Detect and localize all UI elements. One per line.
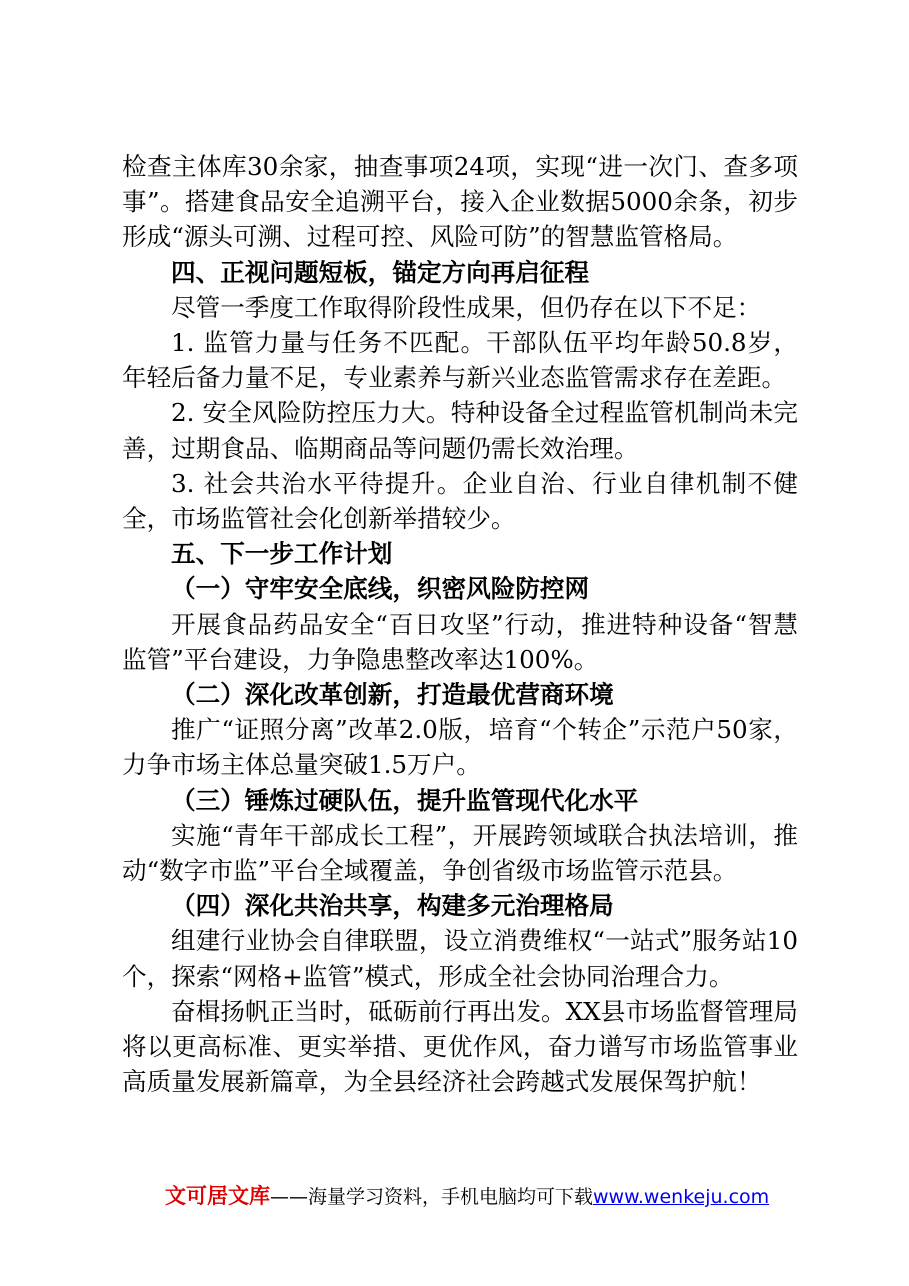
subsection-heading-2: （二）深化改革创新，打造最优营商环境 — [171, 680, 614, 710]
paragraph: 推广“证照分离”改革2.0版，培育“个转企”示范户50家，力争市场主体总量突破1.5万户。 — [122, 715, 798, 780]
footer-tagline: ——海量学习资料，手机电脑均可下载 — [270, 1186, 594, 1208]
document-body — [122, 149, 798, 1099]
subsection-heading-1: （一）守牢安全底线，织密风险防控网 — [171, 574, 590, 604]
paragraph-closing: 奋楫扬帆正当时，砥砺前行再出发。XX县市场监督管理局将以更高标准、更实举措、更优作风，奋力谱写市场监管事业高质量发展新篇章，为全县经济社会跨越式发展保驾护航！ — [122, 996, 798, 1097]
footer-link[interactable]: www.wenkeju.com — [593, 1186, 770, 1208]
subsection-heading-4: （四）深化共治共享，构建多元治理格局 — [171, 891, 614, 921]
subsection-heading-3: （三）锤炼过硬队伍，提升监管现代化水平 — [171, 785, 639, 815]
paragraph-continuation: 检查主体库30余家，抽查事项24项，实现“进一次门、查多项事”。搭建食品安全追溯平台，接入企业数据5000余条，初步形成“源头可溯、过程可控、风险可防”的智慧监管格局。 — [122, 152, 798, 252]
paragraph: 1. 监管力量与任务不匹配。干部队伍平均年龄50.8岁，年轻后备力量不足，专业素养与新兴业态监管需求存在差距。 — [122, 328, 798, 393]
paragraph: 3. 社会共治水平待提升。企业自治、行业自律机制不健全，市场监管社会化创新举措较少。 — [122, 468, 798, 534]
paragraph: 开展食品药品安全“百日攻坚”行动，推进特种设备“智慧监管”平台建设，力争隐患整改率达100%。 — [122, 609, 798, 674]
paragraph: 组建行业协会自律联盟，设立消费维权“一站式”服务站10个，探索“网格+监管”模式，形成全社会协同治理合力。 — [122, 926, 798, 991]
paragraph: 实施“青年干部成长工程”，开展跨领域联合执法培训，推动“数字市监”平台全域覆盖，争创省级市场监管示范县。 — [122, 820, 798, 886]
paragraph: 2. 安全风险防控压力大。特种设备全过程监管机制尚未完善，过期食品、临期商品等问题仍需长效治理。 — [122, 398, 798, 463]
paragraph: 尽管一季度工作取得阶段性成果，但仍存在以下不足： — [171, 292, 762, 322]
footer-brand: 文可居文库 — [165, 1184, 270, 1208]
page-footer — [165, 1182, 785, 1211]
section-heading-4: 四、正视问题短板，锚定方向再启征程 — [171, 257, 590, 287]
section-heading-5: 五、下一步工作计划 — [171, 539, 393, 569]
